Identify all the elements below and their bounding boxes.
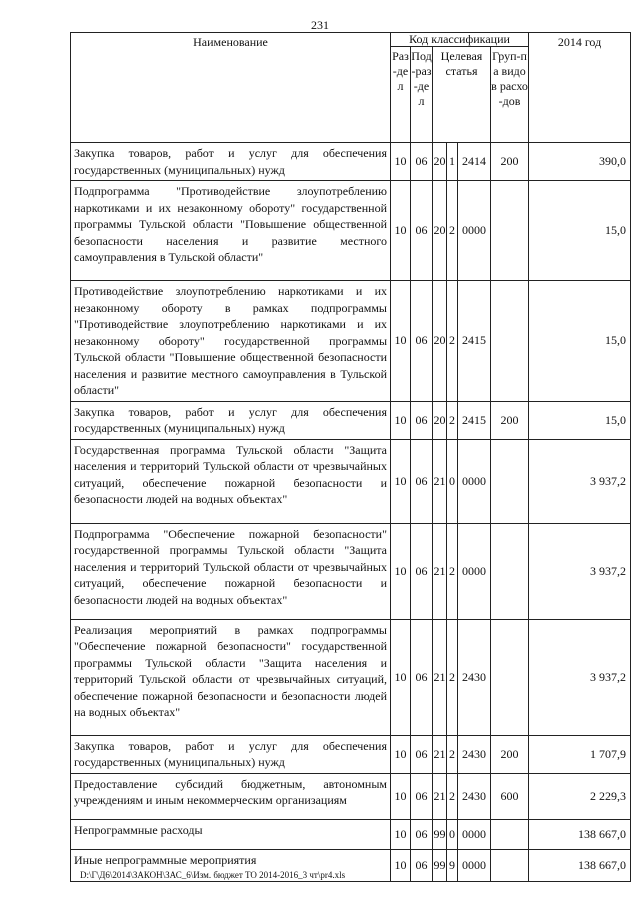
row-expense-group xyxy=(491,849,529,881)
row-podrazdel: 06 xyxy=(411,849,433,881)
header-class-code: Код классификации xyxy=(391,33,529,47)
row-target-program: 20 xyxy=(433,401,447,439)
table-row xyxy=(71,619,631,735)
row-amount: 15,0 xyxy=(529,401,631,439)
row-target-program: 21 xyxy=(433,439,447,523)
row-target-direction: 2430 xyxy=(458,773,491,819)
row-podrazdel: 06 xyxy=(411,523,433,619)
row-target-program: 20 xyxy=(433,181,447,281)
row-name: Подпрограмма "Противодействие злоупотреблению наркотиками и их незаконному обороту" государственной программы Тульской области "Повышение общественной безопасности населения и развитие местного самоуправления в Тульской области" xyxy=(71,181,391,281)
header-year: 2014 год xyxy=(529,33,631,143)
row-razdel: 10 xyxy=(391,735,411,773)
row-target-subprogram: 0 xyxy=(447,819,458,849)
row-razdel: 10 xyxy=(391,439,411,523)
row-target-program: 21 xyxy=(433,523,447,619)
table-row xyxy=(71,523,631,619)
row-target-subprogram: 2 xyxy=(447,401,458,439)
row-podrazdel: 06 xyxy=(411,181,433,281)
row-razdel: 10 xyxy=(391,819,411,849)
row-amount: 1 707,9 xyxy=(529,735,631,773)
row-razdel: 10 xyxy=(391,143,411,181)
table-row xyxy=(71,819,631,849)
row-razdel: 10 xyxy=(391,619,411,735)
row-target-direction: 0000 xyxy=(458,849,491,881)
row-podrazdel: 06 xyxy=(411,619,433,735)
row-target-subprogram: 9 xyxy=(447,849,458,881)
row-expense-group xyxy=(491,819,529,849)
row-target-direction: 2415 xyxy=(458,401,491,439)
row-target-program: 21 xyxy=(433,735,447,773)
row-target-subprogram: 2 xyxy=(447,619,458,735)
row-amount: 3 937,2 xyxy=(529,619,631,735)
row-target-program: 99 xyxy=(433,819,447,849)
row-target-direction: 2430 xyxy=(458,619,491,735)
table-row xyxy=(71,735,631,773)
row-name: Предоставление субсидий бюджетным, автономным учреждениям и иным некоммерческим организациям xyxy=(71,773,391,819)
table-row xyxy=(71,143,631,181)
header-name: Наименование xyxy=(71,33,391,143)
row-expense-group xyxy=(491,439,529,523)
row-target-subprogram: 1 xyxy=(447,143,458,181)
row-amount: 138 667,0 xyxy=(529,819,631,849)
row-expense-group: 200 xyxy=(491,143,529,181)
row-razdel: 10 xyxy=(391,849,411,881)
row-podrazdel: 06 xyxy=(411,143,433,181)
row-name: Закупка товаров, работ и услуг для обеспечения государственных (муниципальных) нужд xyxy=(71,401,391,439)
row-target-subprogram: 2 xyxy=(447,773,458,819)
header-razdel: Раз-дел xyxy=(391,47,411,143)
row-target-subprogram: 2 xyxy=(447,281,458,402)
row-target-direction: 2430 xyxy=(458,735,491,773)
row-target-program: 20 xyxy=(433,143,447,181)
row-target-direction: 0000 xyxy=(458,523,491,619)
row-razdel: 10 xyxy=(391,281,411,402)
row-expense-group xyxy=(491,619,529,735)
row-name: Реализация мероприятий в рамках подпрограммы "Обеспечение пожарной безопасности" государственной программы Тульской области "Защита населения и территорий Тульской области от чрезвычайных ситуаций, обеспечение пожарной безопасности и безопасности людей на водных объектах" xyxy=(71,619,391,735)
row-podrazdel: 06 xyxy=(411,439,433,523)
table-row xyxy=(71,181,631,281)
row-amount: 15,0 xyxy=(529,181,631,281)
row-name: Иные непрограммные мероприятия xyxy=(71,849,391,881)
row-podrazdel: 06 xyxy=(411,281,433,402)
row-target-direction: 2415 xyxy=(458,281,491,402)
row-expense-group xyxy=(491,523,529,619)
row-name: Подпрограмма "Обеспечение пожарной безопасности" государственной программы Тульской области "Защита населения и территорий Тульской области от чрезвычайных ситуаций, обеспечение пожарной безопасности и безопасности людей на водных объектах" xyxy=(71,523,391,619)
header-target: Целевая статья xyxy=(433,47,491,143)
header-group: Груп-па видов расхо-дов xyxy=(491,47,529,143)
row-amount: 3 937,2 xyxy=(529,439,631,523)
row-razdel: 10 xyxy=(391,181,411,281)
header-podrazdel: Под-раз-дел xyxy=(411,47,433,143)
row-target-direction: 0000 xyxy=(458,819,491,849)
row-name: Непрограммные расходы xyxy=(71,819,391,849)
table-row xyxy=(71,281,631,402)
row-target-subprogram: 2 xyxy=(447,523,458,619)
row-razdel: 10 xyxy=(391,401,411,439)
row-name: Закупка товаров, работ и услуг для обеспечения государственных (муниципальных) нужд xyxy=(71,735,391,773)
row-target-direction: 0000 xyxy=(458,439,491,523)
row-amount: 3 937,2 xyxy=(529,523,631,619)
row-name: Противодействие злоупотреблению наркотиками и их незаконному обороту в рамках подпрограммы "Противодействие злоупотреблению наркотиками и их незаконному обороту" государственной программы Тульской области "Повышение общественной безопасности населения и развитие местного самоуправления в Тульской области" xyxy=(71,281,391,402)
row-target-subprogram: 2 xyxy=(447,181,458,281)
row-target-subprogram: 0 xyxy=(447,439,458,523)
row-target-subprogram: 2 xyxy=(447,735,458,773)
file-path-footer: D:\Г\Д6\2014\ЗАКОН\ЗАС_6\Изм. бюджет ТО 2014-2016_3 чт\pr4.xls xyxy=(80,870,346,880)
row-podrazdel: 06 xyxy=(411,819,433,849)
row-target-direction: 2414 xyxy=(458,143,491,181)
row-expense-group: 600 xyxy=(491,773,529,819)
row-razdel: 10 xyxy=(391,773,411,819)
row-target-program: 21 xyxy=(433,773,447,819)
row-target-program: 20 xyxy=(433,281,447,402)
row-expense-group xyxy=(491,281,529,402)
row-expense-group: 200 xyxy=(491,401,529,439)
row-podrazdel: 06 xyxy=(411,401,433,439)
table-row xyxy=(71,439,631,523)
row-amount: 2 229,3 xyxy=(529,773,631,819)
page-number: 231 xyxy=(311,18,329,32)
row-target-direction: 0000 xyxy=(458,181,491,281)
row-podrazdel: 06 xyxy=(411,773,433,819)
row-amount: 138 667,0 xyxy=(529,849,631,881)
row-target-program: 21 xyxy=(433,619,447,735)
row-name: Государственная программа Тульской области "Защита населения и территорий Тульской области от чрезвычайных ситуаций, обеспечение пожарной безопасности и безопасности людей на водных объектах" xyxy=(71,439,391,523)
row-expense-group: 200 xyxy=(491,735,529,773)
table-row xyxy=(71,401,631,439)
row-expense-group xyxy=(491,181,529,281)
row-target-program: 99 xyxy=(433,849,447,881)
row-razdel: 10 xyxy=(391,523,411,619)
budget-table xyxy=(70,32,631,882)
row-name: Закупка товаров, работ и услуг для обеспечения государственных (муниципальных) нужд xyxy=(71,143,391,181)
table-row xyxy=(71,773,631,819)
row-amount: 15,0 xyxy=(529,281,631,402)
row-podrazdel: 06 xyxy=(411,735,433,773)
row-amount: 390,0 xyxy=(529,143,631,181)
